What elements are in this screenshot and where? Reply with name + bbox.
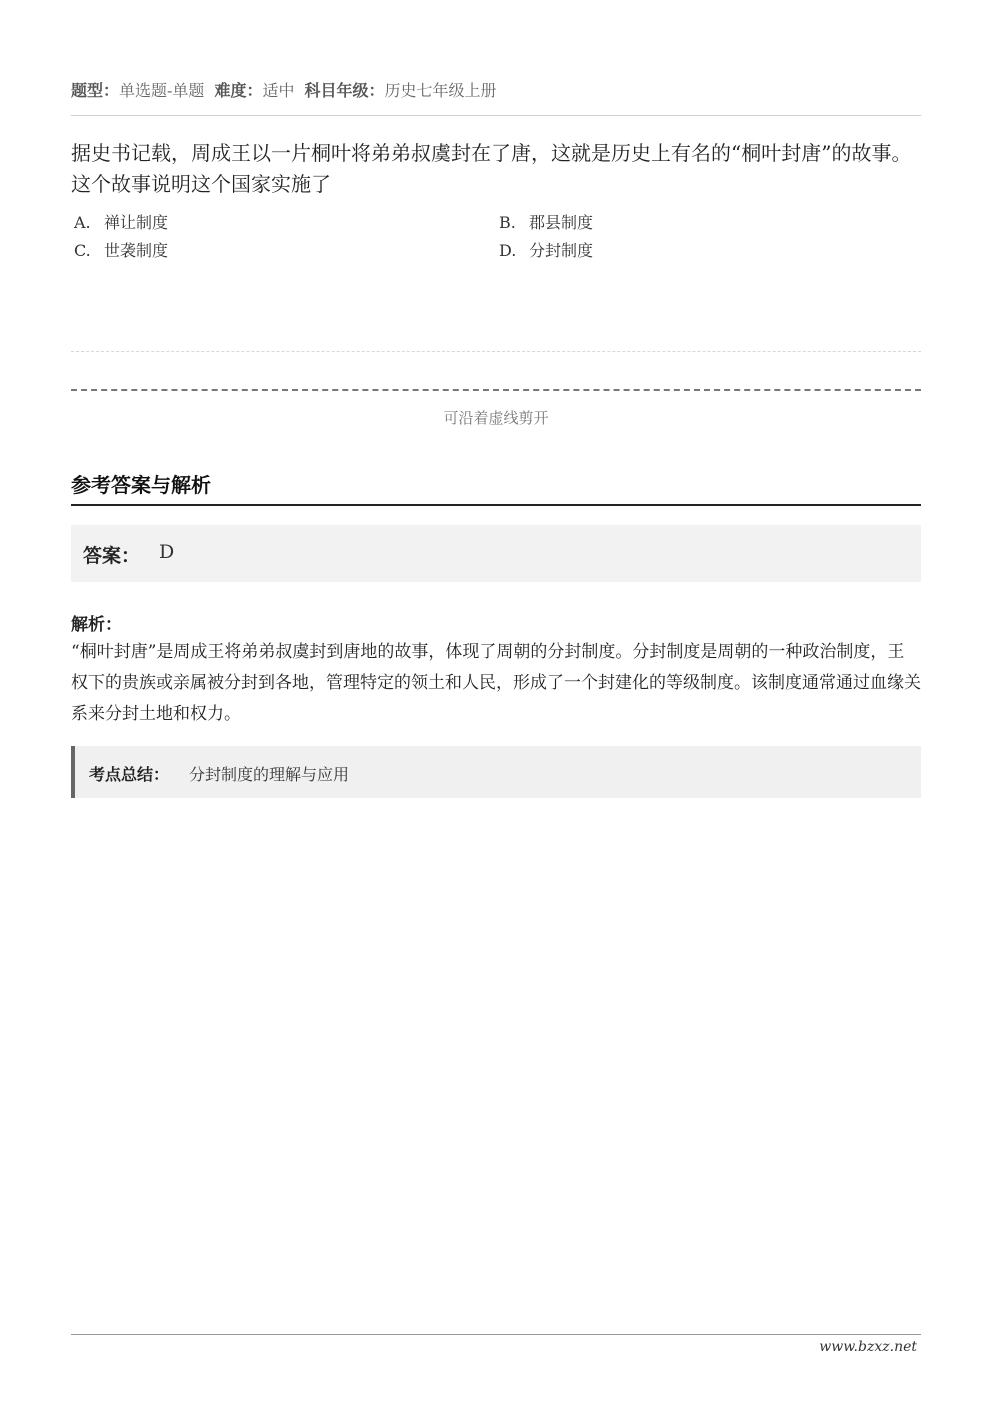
option-b-key: B. (499, 213, 516, 232)
cut-hint: 可沿着虚线剪开 (443, 409, 549, 427)
option-a-text: 禅让制度 (104, 213, 169, 232)
summary-box (71, 746, 921, 798)
analysis-label: 解析： (71, 615, 122, 635)
question-meta (71, 78, 497, 101)
option-c-text: 世袭制度 (104, 241, 169, 260)
footer-rule (71, 1334, 921, 1335)
answer-value: D (159, 541, 175, 563)
subject-label: 科目年级： (304, 81, 385, 100)
answer-box (71, 525, 921, 582)
answer-label: 答案： (83, 545, 141, 567)
answer-section-title: 参考答案与解析 (71, 473, 211, 497)
type-label: 题型： (71, 81, 120, 100)
option-c-key: C. (74, 241, 91, 260)
summary-value: 分封制度的理解与应用 (189, 765, 350, 784)
option-c[interactable] (74, 238, 168, 261)
option-b-text: 郡县制度 (529, 213, 594, 232)
option-b[interactable] (499, 210, 593, 233)
type-value: 单选题-单题 (119, 81, 205, 100)
footer-site: www.bzxz.net (819, 1339, 917, 1355)
cut-line (71, 389, 921, 391)
option-a-key: A. (74, 213, 91, 232)
option-d[interactable] (499, 238, 593, 261)
option-d-text: 分封制度 (529, 241, 594, 260)
meta-divider (71, 115, 921, 116)
question-stem: 据史书记载，周成王以一片桐叶将弟弟叔虞封在了唐，这就是历史上有名的“桐叶封唐”的故事。这个故事说明这个国家实施了 (71, 141, 912, 196)
option-a[interactable] (74, 210, 168, 233)
summary-label: 考点总结： (89, 765, 170, 784)
analysis-text: “桐叶封唐”是周成王将弟弟叔虞封到唐地的故事，体现了周朝的分封制度。分封制度是周朝的一种政治制度，王权下的贵族或亲属被分封到各地，管理特定的领土和人民，形成了一个封建化的等级制度。该制度通常通过血缘关系来分封土地和权力。 (71, 642, 921, 724)
option-d-key: D. (499, 241, 517, 260)
light-dashed-divider (71, 351, 921, 352)
answer-section-rule (71, 504, 921, 506)
difficulty-label: 难度： (214, 81, 263, 100)
difficulty-value: 适中 (262, 81, 295, 100)
subject-value: 历史七年级上册 (384, 81, 497, 100)
